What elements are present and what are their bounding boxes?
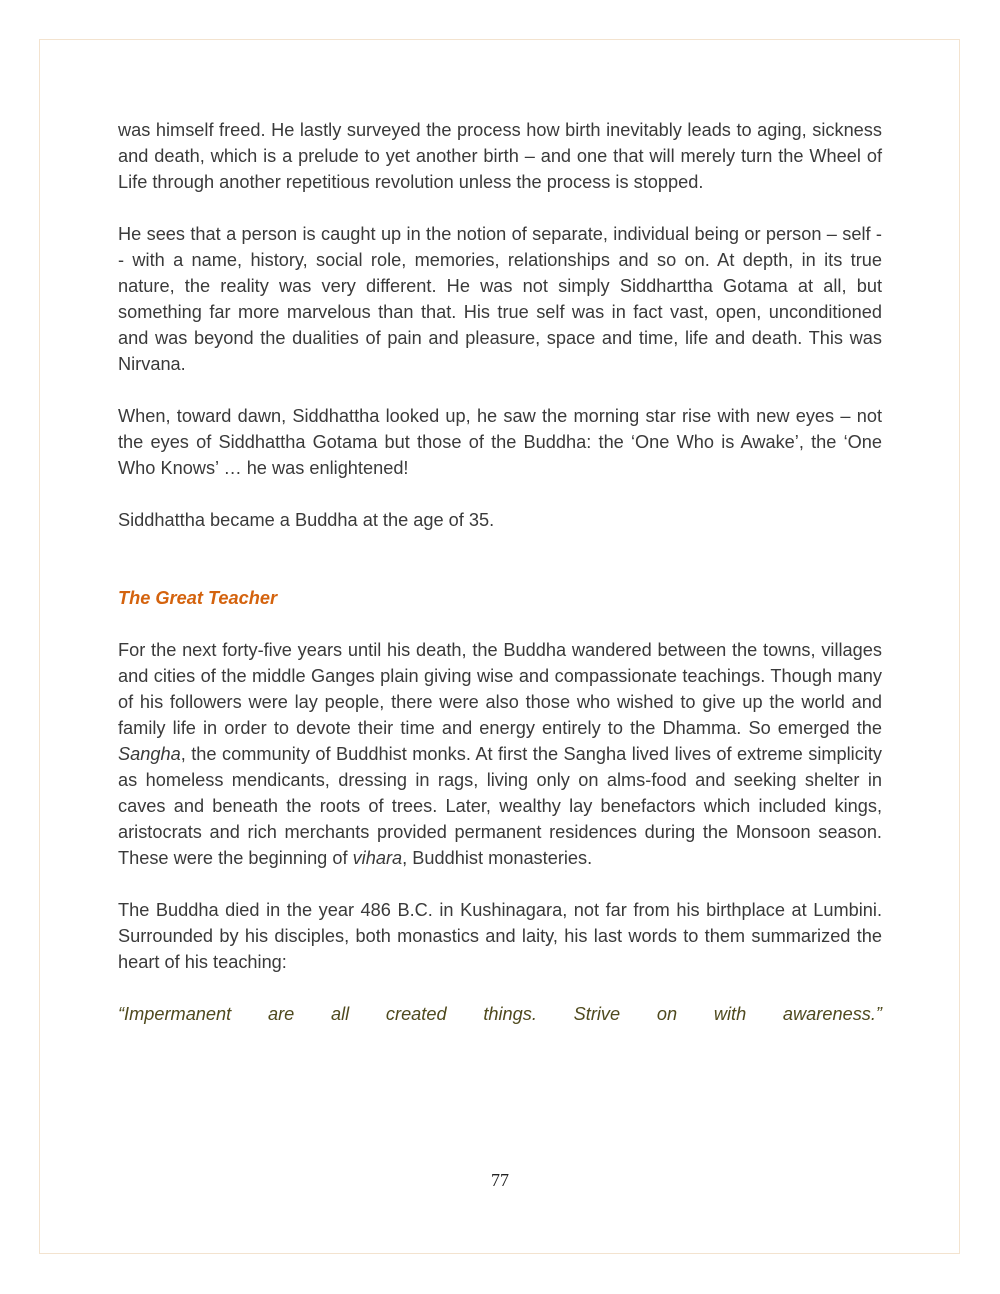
paragraph-text: , the community of Buddhist monks. At first the Sangha lived lives of extreme simplicity as homeless mendicants, dressing in rags, living only on alms-food and seeking shelter in caves and beneath the roots of trees. Later, wealthy lay benefactors which included kings, aristocrats and rich merchants provided permanent residences during the Monsoon season. These were the beginning of	[118, 744, 882, 868]
page-number: 77	[491, 1170, 509, 1190]
paragraph-buddha-died: The Buddha died in the year 486 B.C. in Kushinagara, not far from his birthplace at Lumbini. Surrounded by his disciples, both monastics and laity, his last words to them summarized the heart of his teaching:	[118, 900, 882, 972]
paragraph-separate-self: He sees that a person is caught up in the notion of separate, individual being or person – self -- with a name, history, social role, memories, relationships and so on. At depth, in its true nature, the reality was very different. He was not simply Siddharttha Gotama at all, but something far more marvelous than that. His true self was in fact vast, open, unconditioned and was beyond the dualities of pain and pleasure, space and time, life and death. This was Nirvana.	[118, 224, 882, 374]
last-words-quote: “Impermanent are all created things. Strive on with awareness.”	[118, 1004, 882, 1024]
paragraph-text: , Buddhist monasteries.	[402, 848, 593, 868]
paragraph-forty-five-years	[118, 637, 882, 871]
vihara-term: vihara	[352, 848, 403, 868]
paragraph-became-buddha: Siddhattha became a Buddha at the age of 35.	[118, 510, 495, 530]
section-heading: The Great Teacher	[118, 588, 278, 608]
page-content	[118, 117, 882, 1027]
paragraph-himself-freed: was himself freed. He lastly surveyed the process how birth inevitably leads to aging, sickness and death, which is a prelude to yet another birth – and one that will merely turn the Wheel of Life through another repetitious revolution unless the process is stopped.	[118, 120, 882, 192]
paragraph-morning-star: When, toward dawn, Siddhattha looked up, he saw the morning star rise with new eyes – not the eyes of Siddhattha Gotama but those of the Buddha: the ‘One Who is Awake’, the ‘One Who Knows’ … he was enlightened!	[118, 406, 882, 478]
sangha-term: Sangha	[118, 744, 181, 764]
paragraph-text: For the next forty-five years until his death, the Buddha wandered between the towns, villages and cities of the middle Ganges plain giving wise and compassionate teachings. Though many of his followers were lay people, there were also those who wished to give up the world and family life in order to devote their time and energy entirely to the Dhamma. So emerged the	[118, 640, 882, 738]
